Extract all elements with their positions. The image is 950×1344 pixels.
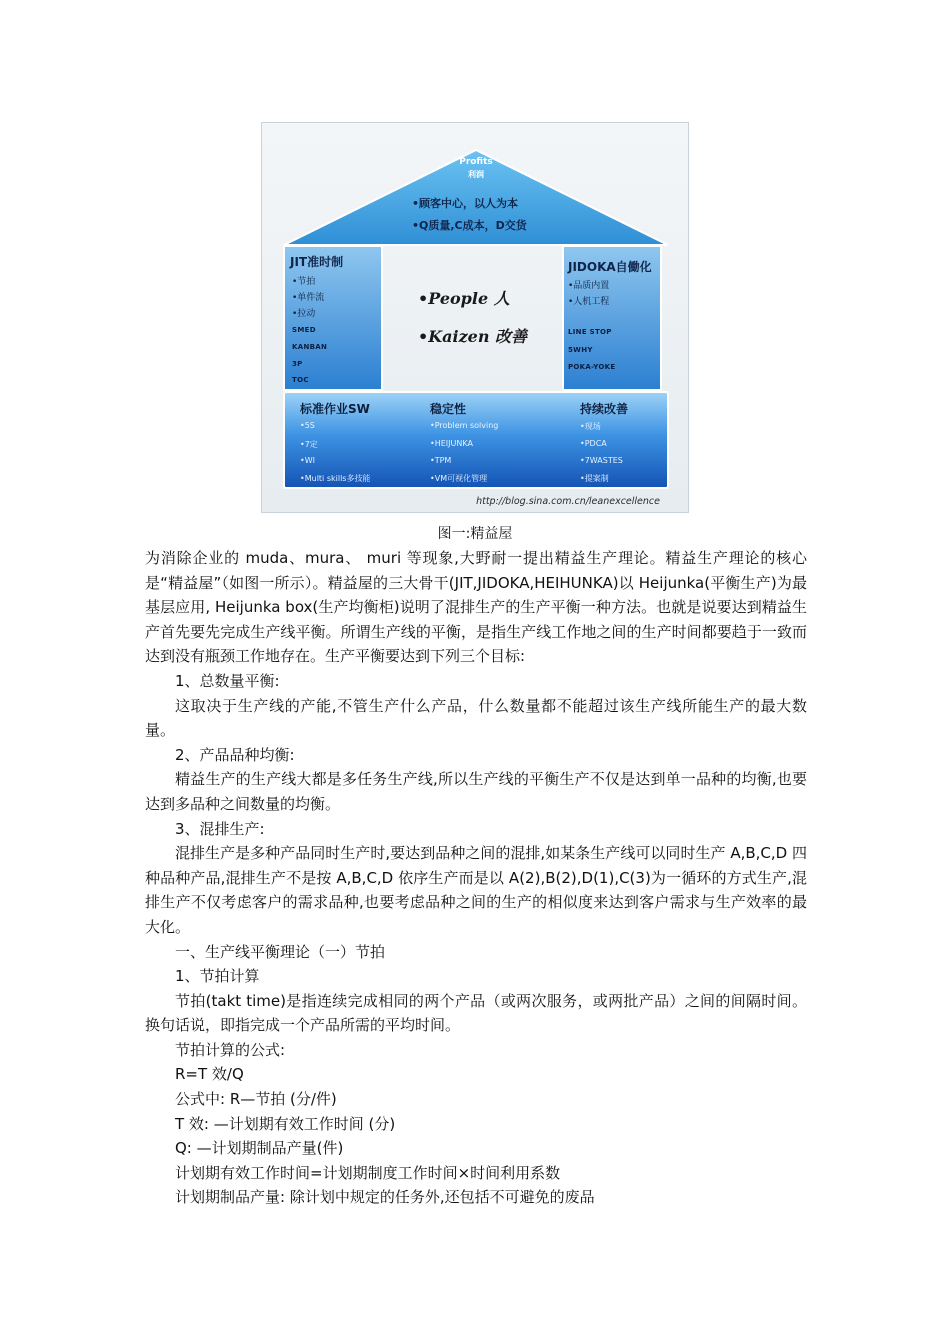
lean-house-drawing (262, 123, 689, 513)
base-col1-item: •WI (300, 456, 315, 465)
base-col3-item: •PDCA (580, 439, 607, 448)
base-col2-item: •HEIJUNKA (430, 439, 473, 448)
formula-heading: 节拍计算的公式: (175, 1040, 286, 1059)
right-pillar-item: 5WHY (568, 346, 593, 354)
roof-line-2: •Q质量,C成本，D交货 (412, 219, 527, 232)
heading-line-balance-theory: 一、生产线平衡理论（一）节拍 (175, 942, 386, 961)
left-pillar-item: •单件流 (292, 293, 325, 303)
base-col1-title: 标准作业SW (300, 402, 370, 416)
left-pillar-item: •拉动 (292, 309, 316, 319)
paragraph-total-balance: 这取决于生产线的产能,不管生产什么产品，什么数量都不能超过该生产线所能生产的最大数量。 (145, 696, 807, 740)
roof-title: Profits (459, 157, 493, 167)
roof-line-1: •顾客中心，以人为本 (412, 197, 519, 210)
base-col3-title: 持续改善 (580, 402, 629, 416)
center-kaizen: •Kaizen 改善 (418, 327, 528, 346)
base-col3-item: •提案制 (580, 474, 609, 483)
heading-variety-balance: 2、产品品种均衡: (175, 745, 295, 764)
right-pillar-item: LINE STOP (568, 328, 612, 336)
base-col2-title: 稳定性 (430, 402, 467, 416)
paragraph-mixed-production: 混排生产是多种产品同时生产时,要达到品种之间的混排,如某条生产线可以同时生产 A,B,C,D 四种品种产品,混排生产不是按 A,B,C,D 依序生产而是以 A(2),B(2),D(1),C(3)为一循环的方式生产,混排生产不仅考虑客户的需求品种,也要考虑品种之间的生产的相似度来达到客户需求与生产效率的最大化。 (145, 844, 807, 936)
formula-legend-q: Q: —计划期制品产量(件) (175, 1139, 344, 1158)
heading-takt-calculation: 1、节拍计算 (175, 967, 260, 986)
formula-legend-t: T 效: —计划期有效工作时间 (分) (175, 1114, 396, 1133)
heading-mixed-production: 3、混排生产: (175, 819, 265, 838)
center-people: •People 人 (418, 289, 510, 308)
base-col1-item: •7定 (300, 440, 318, 449)
base-col2-item: •Problem solving (430, 421, 499, 430)
left-pillar-item: SMED (292, 326, 316, 334)
left-pillar-item: TOC (292, 376, 309, 384)
formula-line: R=T 效/Q (175, 1065, 244, 1084)
left-pillar-item: •节拍 (292, 277, 316, 287)
effective-time-definition: 计划期有效工作时间=计划期制度工作时间×时间利用系数 (175, 1163, 561, 1182)
right-pillar-item: •人机工程 (568, 297, 610, 307)
base-col2-item: •VM可视化管理 (430, 474, 488, 483)
right-pillar-item: POKA-YOKE (568, 363, 616, 371)
document-body (145, 546, 807, 1210)
left-pillar-title: JIT准时制 (290, 255, 344, 269)
left-pillar-item: 3P (292, 360, 303, 368)
figure-caption: 图一:精益屋 (437, 526, 513, 542)
roof-subtitle: 利润 (468, 170, 484, 179)
base-col2-item: •TPM (430, 456, 452, 465)
right-pillar-title: JIDOKA自働化 (568, 260, 652, 274)
formula-legend-r: 公式中: R—节拍 (分/件) (175, 1090, 337, 1109)
lean-house-figure (261, 122, 689, 513)
heading-total-balance: 1、总数量平衡: (175, 671, 280, 690)
left-pillar-item: KANBAN (292, 343, 328, 351)
base-col1-item: •Multi skills多技能 (300, 474, 371, 483)
base-col1-item: •5S (300, 421, 315, 430)
paragraph-takt-definition: 节拍(takt time)是指连续完成相同的两个产品（或两次服务，或两批产品）之间的间隔时间。换句话说，即指完成一个产品所需的平均时间。 (145, 991, 807, 1035)
paragraph-variety-balance: 精益生产的生产线大都是多任务生产线,所以生产线的平衡生产不仅是达到单一品种的均衡,也要达到多品种之间数量的均衡。 (145, 770, 807, 813)
right-pillar-item: •品质内置 (568, 281, 610, 291)
paragraph-intro: 为消除企业的 muda、mura、 muri 等现象,大野耐一提出精益生产理论。精益生产理论的核心是“精益屋”（如图一所示）。精益屋的三大骨干(JIT,JIDOKA,HEIHUNKA)以 Heijunka(平衡生产)为最基层应用, Heijunka box(生产均衡柜)说明了混排生产的生产平衡一种方法。也就是说要达到精益生产首先要先完成生产线平衡。所谓生产线的平衡，是指生产线工作地之间的生产时间都要趋于一致而达到没有瓶颈工作地存在。生产平衡要达到下列三个目标: (145, 549, 807, 666)
figure-watermark-url: http://blog.sina.com.cn/leanexcellence (476, 496, 660, 507)
base-col3-item: •7WASTES (580, 456, 623, 465)
base-col3-item: •现场 (580, 422, 601, 431)
planned-output-definition: 计划期制品产量: 除计划中规定的任务外,还包括不可避免的废品 (175, 1188, 595, 1207)
